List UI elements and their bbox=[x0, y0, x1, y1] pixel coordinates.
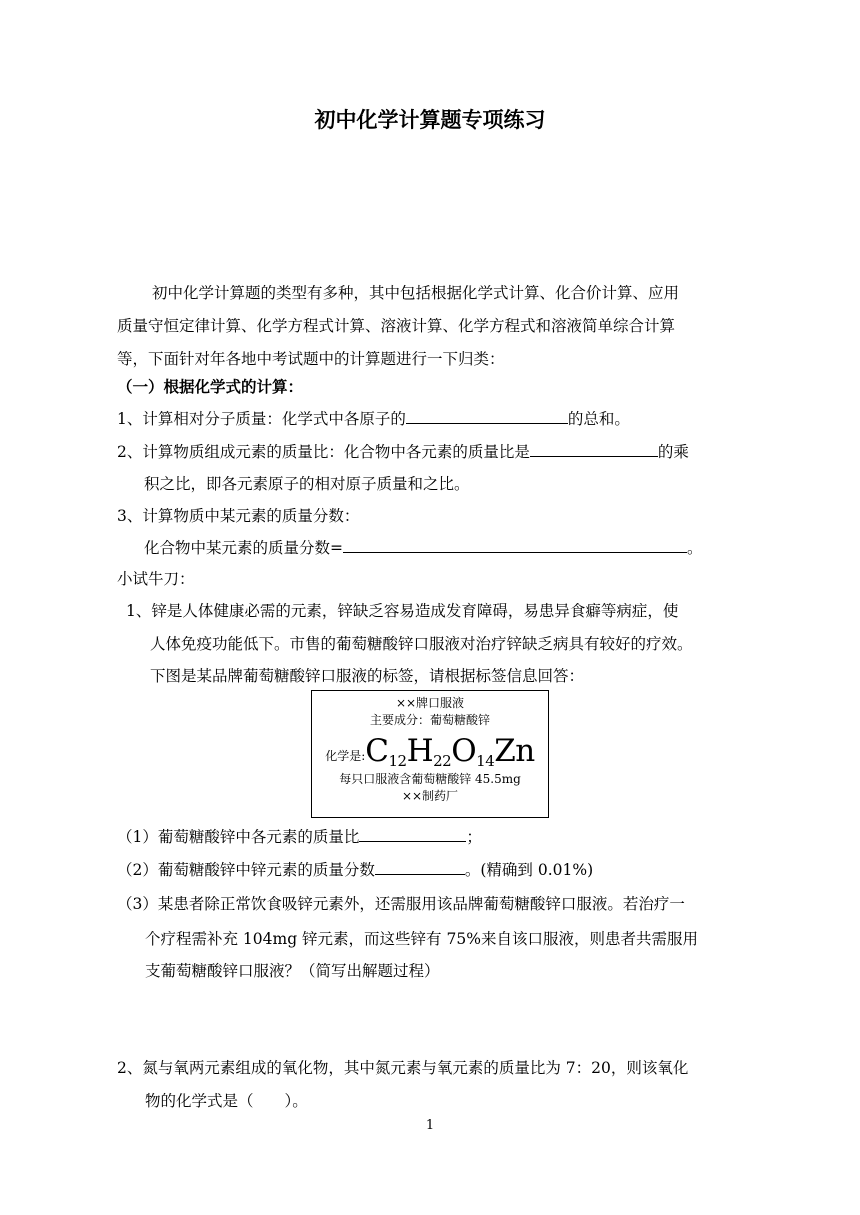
q2-line-1: 2、氮与氧两元素组成的氧化物，其中氮元素与氧元素的质量比为 7：20，则该氧化 bbox=[117, 1059, 689, 1077]
label-formula-prefix: 化学是: bbox=[325, 749, 366, 763]
answer-blank[interactable] bbox=[406, 408, 568, 424]
label-brand: ××牌口服液 bbox=[395, 696, 465, 710]
item-3: 3、计算物质中某元素的质量分数： bbox=[117, 507, 360, 525]
label-formula-row bbox=[312, 731, 548, 771]
item-2 bbox=[117, 441, 689, 462]
item-3-formula bbox=[144, 537, 703, 558]
intro-line-1: 初中化学计算题的类型有多种，其中包括根据化学式计算、化合价计算、应用 bbox=[152, 284, 680, 302]
sub-question-1-text: （1）葡萄糖酸锌中各元素的质量比 bbox=[117, 828, 360, 846]
formula-o-sub: 14 bbox=[476, 752, 495, 770]
sub-question-3-line-3: 支葡萄糖酸锌口服液？（简写出解题过程） bbox=[145, 962, 440, 980]
intro-line-2: 质量守恒定律计算、化学方程式计算、溶液计算、化学方程式和溶液简单综合计算 bbox=[117, 317, 676, 335]
formula-c: C bbox=[365, 733, 389, 769]
formula-o: O bbox=[451, 733, 477, 769]
answer-blank[interactable] bbox=[359, 826, 466, 842]
sub-question-1 bbox=[117, 826, 482, 847]
practice-heading: 小试牛刀： bbox=[117, 570, 195, 588]
item-2-suffix: 的乘 bbox=[657, 443, 689, 461]
sub-question-1-suffix: ； bbox=[466, 828, 482, 846]
item-2-text: 2、计算物质组成元素的质量比：化合物中各元素的质量比是 bbox=[117, 443, 530, 461]
page-number: 1 bbox=[425, 1118, 435, 1133]
answer-blank[interactable] bbox=[343, 537, 687, 553]
product-label bbox=[311, 690, 549, 818]
sub-question-3-line-2: 个疗程需补充 104mg 锌元素，而这些锌有 75%来自该口服液，则患者共需服用 bbox=[145, 930, 698, 948]
sub-question-3-line-1: （3）某患者除正常饮食吸锌元素外，还需服用该品牌葡萄糖酸锌口服液。若治疗一 bbox=[117, 895, 685, 913]
sub-question-2 bbox=[117, 859, 593, 880]
formula-h: H bbox=[406, 733, 434, 769]
q1-line-2: 人体免疫功能低下。市售的葡萄糖酸锌口服液对治疗锌缺乏病具有较好的疗效。 bbox=[150, 635, 693, 653]
sub-question-2-suffix: 。(精确到 0.01%) bbox=[464, 861, 594, 879]
item-2-continuation: 积之比，即各元素原子的相对原子质量和之比。 bbox=[144, 475, 470, 493]
item-3-formula-text: 化合物中某元素的质量分数= bbox=[144, 539, 343, 557]
item-1-suffix: 的总和。 bbox=[567, 410, 630, 428]
label-maker: ××制药厂 bbox=[401, 789, 459, 803]
item-1-text: 1、计算相对分子质量：化学式中各原子的 bbox=[117, 410, 406, 428]
chemical-formula bbox=[365, 733, 535, 769]
label-ingredient: 主要成分：葡萄糖酸锌 bbox=[369, 713, 490, 727]
item-3-formula-suffix: 。 bbox=[687, 539, 703, 557]
formula-zn: Zn bbox=[494, 733, 535, 769]
q2-line-2: 物的化学式是（ ）。 bbox=[145, 1092, 308, 1110]
answer-blank[interactable] bbox=[375, 859, 465, 875]
formula-c-sub: 12 bbox=[388, 752, 407, 770]
q1-line-1: 1、锌是人体健康必需的元素，锌缺乏容易造成发育障碍，易患异食癖等病症，使 bbox=[126, 602, 679, 620]
answer-blank[interactable] bbox=[530, 441, 658, 457]
intro-line-3: 等，下面针对年各地中考试题中的计算题进行一下归类： bbox=[117, 350, 505, 368]
section-heading: （一）根据化学式的计算： bbox=[117, 377, 304, 396]
item-1 bbox=[117, 408, 630, 429]
label-content: 每只口服液含葡萄糖酸锌 45.5mg bbox=[339, 772, 521, 786]
q1-line-3: 下图是某品牌葡萄糖酸锌口服液的标签，请根据标签信息回答： bbox=[150, 667, 585, 685]
sub-question-2-text: （2）葡萄糖酸锌中锌元素的质量分数 bbox=[117, 861, 375, 879]
formula-h-sub: 22 bbox=[433, 752, 452, 770]
page-title: 初中化学计算题专项练习 bbox=[314, 107, 546, 132]
